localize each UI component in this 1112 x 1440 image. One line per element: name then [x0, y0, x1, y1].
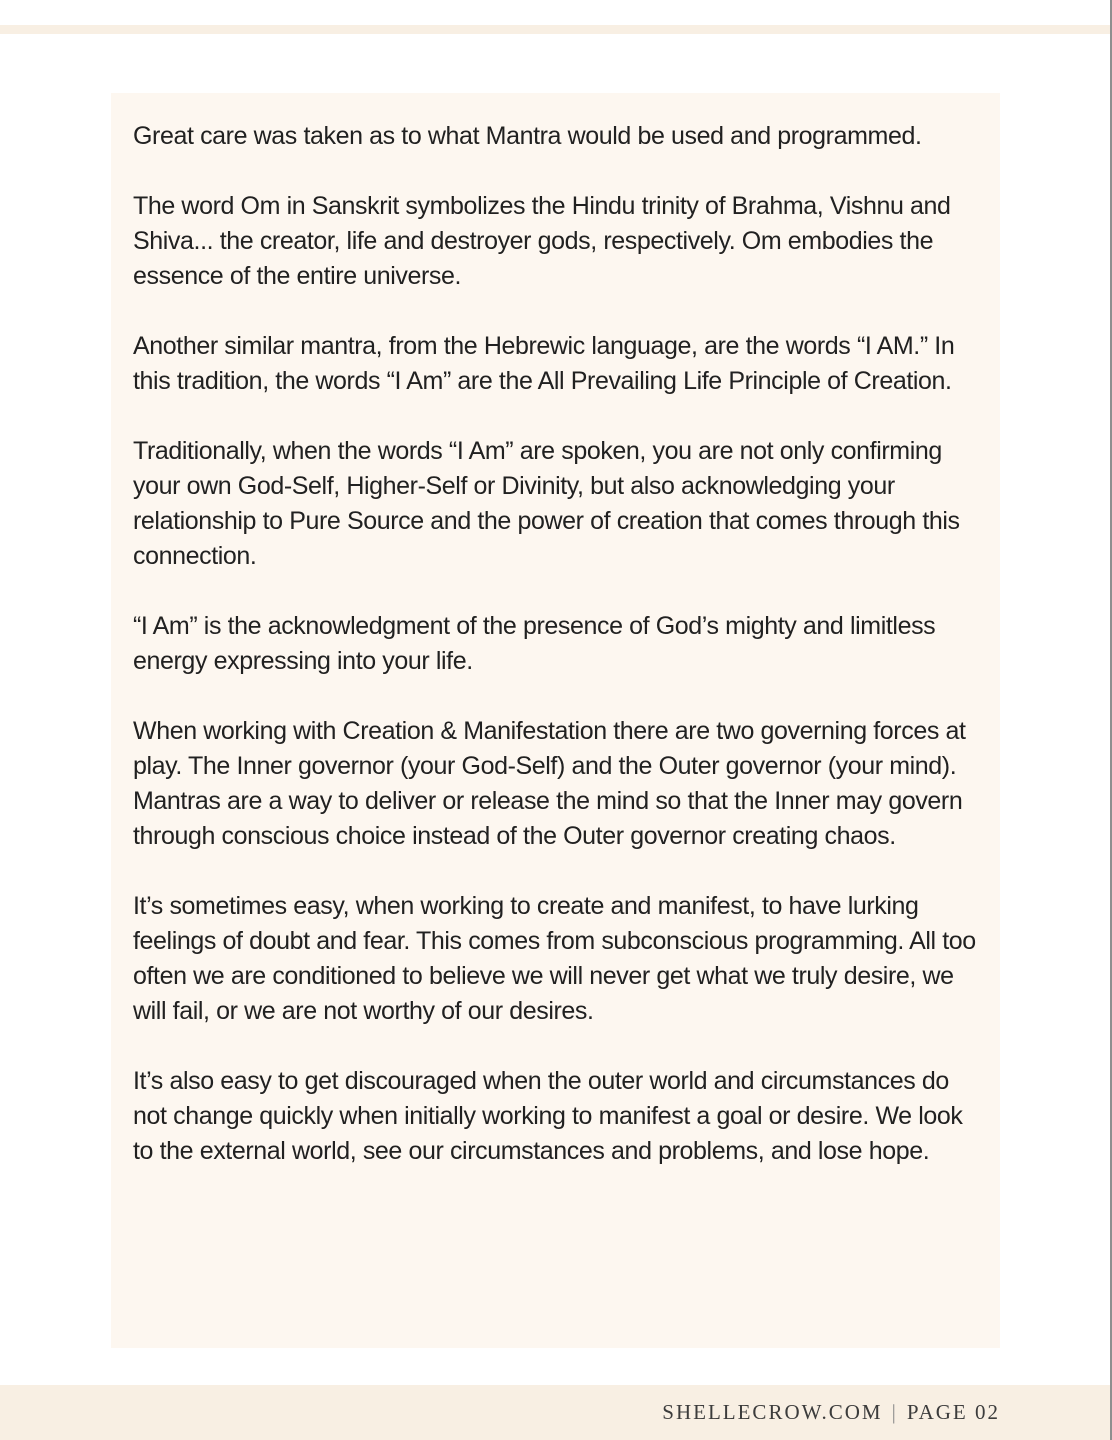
- paragraph-7: It’s sometimes easy, when working to create and manifest, to have lurking feelings of doubt and fear. This comes from subconscious programming. All too often we are conditioned to believe we will never get what we truly desire, we will fail, or we are not worthy of our desires.: [133, 892, 976, 1025]
- footer-page-number: PAGE 02: [906, 1400, 1000, 1424]
- content-card: [111, 93, 1000, 1348]
- paragraph-4: Traditionally, when the words “I Am” are spoken, you are not only confirming your own God-Self, Higher-Self or Divinity, but also acknowledging your relationship to Pure Source and the power of creation that comes through this connection.: [133, 437, 960, 570]
- footer-separator: |: [891, 1400, 898, 1424]
- top-accent-strip: [0, 25, 1112, 34]
- footer-band: [0, 1385, 1112, 1440]
- paragraph-6: When working with Creation & Manifestation there are two governing forces at play. The Inner governor (your God-Self) and the Outer governor (your mind). Mantras are a way to deliver or release the mind so that the Inner may govern through conscious choice instead of the Outer governor creating chaos.: [133, 717, 966, 850]
- paragraph-1: Great care was taken as to what Mantra would be used and programmed.: [133, 122, 922, 150]
- paragraph-3: Another similar mantra, from the Hebrewic language, are the words “I AM.” In this tradition, the words “I Am” are the All Prevailing Life Principle of Creation.: [133, 332, 955, 395]
- paragraph-8: It’s also easy to get discouraged when the outer world and circumstances do not change quickly when initially working to manifest a goal or desire. We look to the external world, see our circumstances and problems, and lose hope.: [133, 1067, 963, 1165]
- paragraph-2: The word Om in Sanskrit symbolizes the Hindu trinity of Brahma, Vishnu and Shiva... the creator, life and destroyer gods, respectively. Om embodies the essence of the entire universe.: [133, 192, 951, 290]
- footer-site-text: SHELLECROW.COM: [662, 1400, 883, 1424]
- paragraph-5: “I Am” is the acknowledgment of the presence of God’s mighty and limitless energy expressing into your life.: [133, 612, 936, 675]
